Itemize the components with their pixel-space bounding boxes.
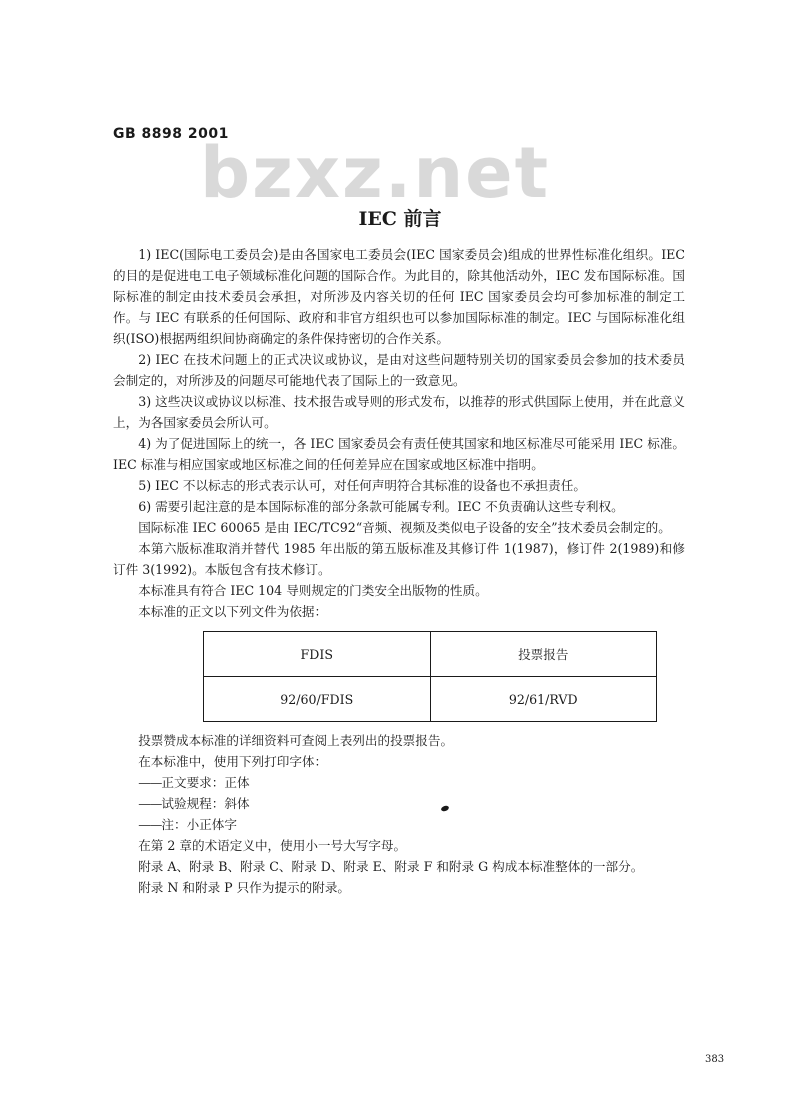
paragraph-1: 1) IEC(国际电工委员会)是由各国家电工委员会(IEC 国家委员会)组成的世界性标准化组织。IEC 的目的是促进电工电子领域标准化问题的国际合作。为此目的，除其他活动外，IEC 发布国际标准。国际标准的制定由技术委员会承担，对所涉及内容关切的任何 IEC 国家委员会均可参加标准的制定工作。与 IEC 有联系的任何国际、政府和非官方组织也可以参加国际标准的制定。IEC 与国际标准化组织(ISO)根据两组织间协商确定的条件保持密切的合作关系。 <box>113 247 685 346</box>
paragraph-10: 本标准的正文以下列文件为依据： <box>138 604 328 619</box>
dash-item-label: 正文要求：正体 <box>161 775 250 790</box>
table-header-row <box>204 632 657 677</box>
page-title: IEC 前言 <box>358 208 442 230</box>
dash-mark: —— <box>138 796 162 811</box>
dash-item-note <box>113 814 685 835</box>
paragraph-8: 本第六版标准取消并替代 1985 年出版的第五版标准及其修订件 1(1987)，修订件 2(1989)和修订件 3(1992)。本版包含有技术修订。 <box>113 541 685 577</box>
dash-item-label: 注：小正体字 <box>161 817 237 832</box>
paragraph-6: 6) 需要引起注意的是本国际标准的部分条款可能属专利。IEC 不负责确认这些专利权。 <box>138 499 624 514</box>
paragraph-14: 附录 A、附录 B、附录 C、附录 D、附录 E、附录 F 和附录 G 构成本标准整体的一部分。 <box>138 859 644 874</box>
paragraph-4: 4) 为了促进国际上的统一，各 IEC 国家委员会有责任使其国家和地区标准尽可能采用 IEC 标准。IEC 标准与相应国家或地区标准之间的任何差异应在国家或地区标准中指明。 <box>113 436 685 472</box>
dash-mark: —— <box>138 775 162 790</box>
paragraph-2: 2) IEC 在技术问题上的正式决议或协议，是由对这些问题特别关切的国家委员会参加的技术委员会制定的，对所涉及的问题尽可能地代表了国际上的一致意见。 <box>113 352 685 388</box>
voting-table-wrapper <box>203 631 685 722</box>
paragraph-11: 投票赞成本标准的详细资料可查阅上表列出的投票报告。 <box>138 733 454 748</box>
dash-item-label: 试验规程：斜体 <box>161 796 250 811</box>
paragraph-5: 5) IEC 不以标志的形式表示认可，对任何声明符合其标准的设备也不承担责任。 <box>138 478 586 493</box>
paragraph-9: 本标准具有符合 IEC 104 导则规定的门类安全出版物的性质。 <box>138 583 488 598</box>
paragraph-7: 国际标准 IEC 60065 是由 IEC/TC92“音频、视频及类似电子设备的安全”技术委员会制定的。 <box>138 520 671 535</box>
dash-item-normal <box>113 772 685 793</box>
paragraph-15: 附录 N 和附录 P 只作为提示的附录。 <box>138 880 351 895</box>
paragraph-3: 3) 这些决议或协议以标准、技术报告或导则的形式发布，以推荐的形式供国际上使用，并在此意义上，为各国家委员会所认可。 <box>113 394 685 430</box>
paragraph-12: 在本标准中，使用下列打印字体： <box>138 754 328 769</box>
table-header-vote-report: 投票报告 <box>430 632 657 677</box>
table-cell-rvd: 92/61/RVD <box>430 677 657 722</box>
table-row <box>204 677 657 722</box>
paragraph-13: 在第 2 章的术语定义中，使用小一号大写字母。 <box>138 838 407 853</box>
watermark: bzxz.net <box>200 132 551 214</box>
table-cell-fdis: 92/60/FDIS <box>204 677 431 722</box>
document-body <box>113 244 685 898</box>
page-number: 383 <box>705 1054 725 1065</box>
table-header-fdis: FDIS <box>204 632 431 677</box>
voting-table <box>203 631 657 722</box>
dash-mark: —— <box>138 817 162 832</box>
dash-item-italic <box>113 793 685 814</box>
standard-code: GB 8898 2001 <box>113 126 229 142</box>
